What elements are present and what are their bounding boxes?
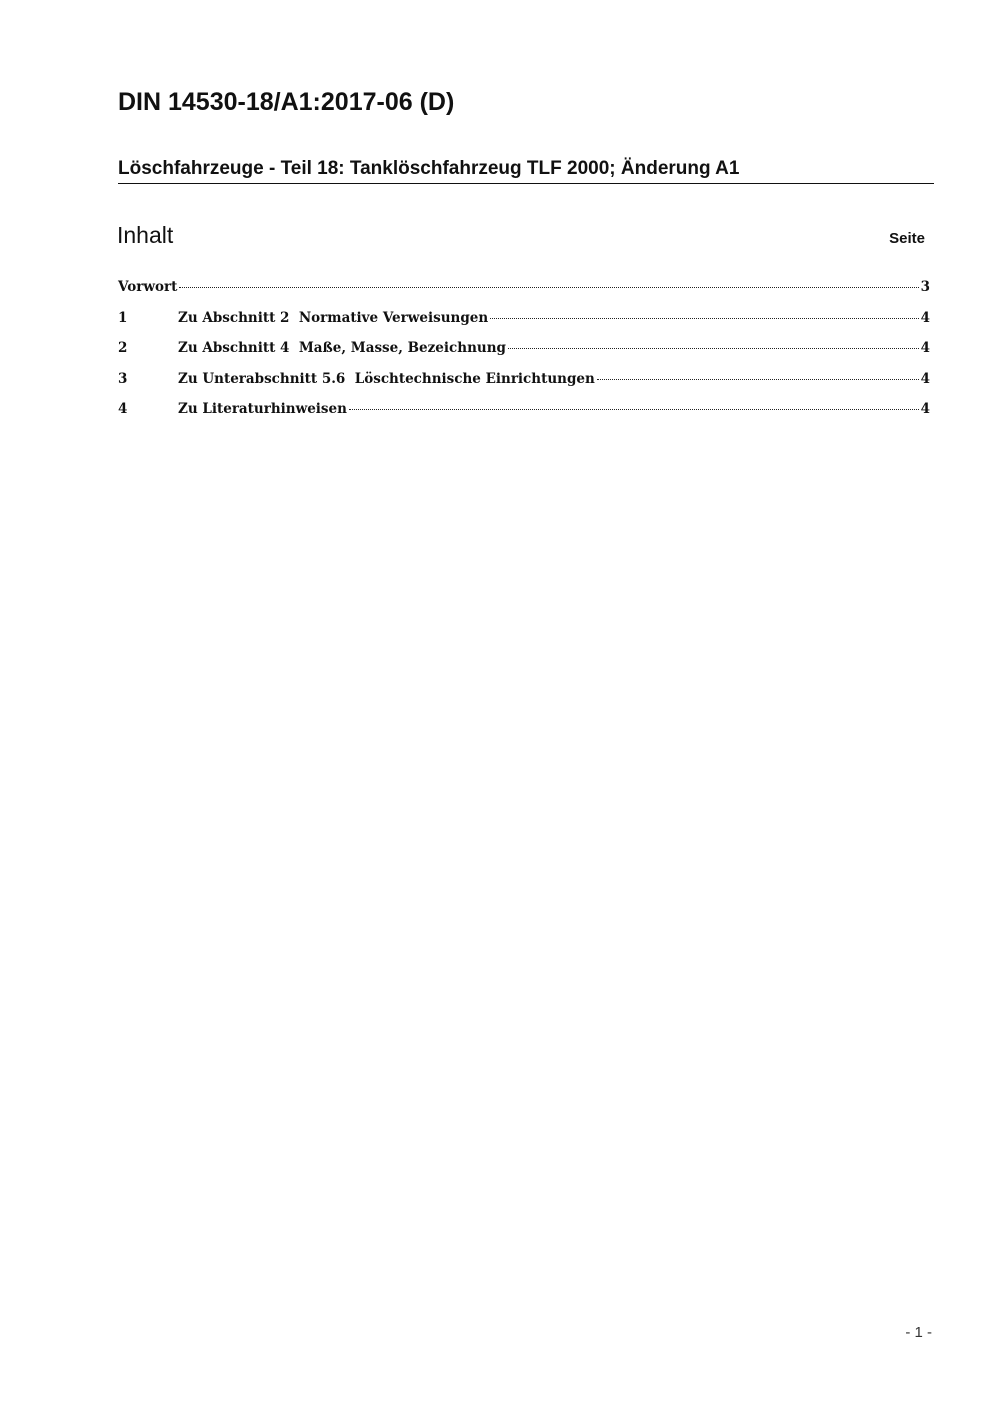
toc-entry-text: Zu Abschnitt 2 Normative Verweisungen [178, 309, 489, 326]
toc-dot-leader [597, 378, 919, 380]
toc-entry-number: 2 [118, 340, 128, 356]
toc-entry-text: Zu Literaturhinweisen [178, 401, 347, 417]
toc-dot-leader [179, 286, 918, 288]
toc-entry-4[interactable] [118, 401, 930, 432]
toc-entry-number: 3 [118, 370, 128, 387]
page-number: - 1 - [905, 1324, 932, 1341]
toc-entry-3[interactable] [118, 371, 930, 402]
toc-dot-leader [508, 347, 919, 349]
toc-entry-page: 4 [920, 340, 930, 356]
toc-entry-2[interactable] [118, 340, 930, 371]
table-of-contents [118, 279, 930, 432]
toc-entry-page: 4 [920, 370, 930, 387]
document-subtitle: Löschfahrzeuge - Teil 18: Tanklöschfahrzeug TLF 2000; Änderung A1 [118, 158, 934, 184]
toc-dot-leader [490, 317, 918, 319]
toc-heading: Inhalt [117, 222, 174, 248]
toc-page-column-label: Seite [889, 230, 925, 247]
toc-entry-number: 1 [118, 309, 128, 326]
document-title: DIN 14530-18/A1:2017-06 (D) [118, 88, 455, 116]
toc-entry-page: 3 [920, 279, 930, 295]
toc-entry-1[interactable] [118, 310, 930, 341]
toc-dot-leader [349, 408, 919, 410]
toc-entry-page: 4 [920, 401, 930, 417]
toc-entry-number: 4 [118, 401, 128, 417]
toc-entry-page: 4 [920, 309, 930, 326]
toc-entry-text: Vorwort [118, 279, 178, 295]
toc-entry-text: Zu Unterabschnitt 5.6 Löschtechnische Einrichtungen [178, 370, 595, 387]
toc-entry-text: Zu Abschnitt 4 Maße, Masse, Bezeichnung [178, 340, 506, 356]
toc-entry-vorwort[interactable] [118, 279, 930, 310]
